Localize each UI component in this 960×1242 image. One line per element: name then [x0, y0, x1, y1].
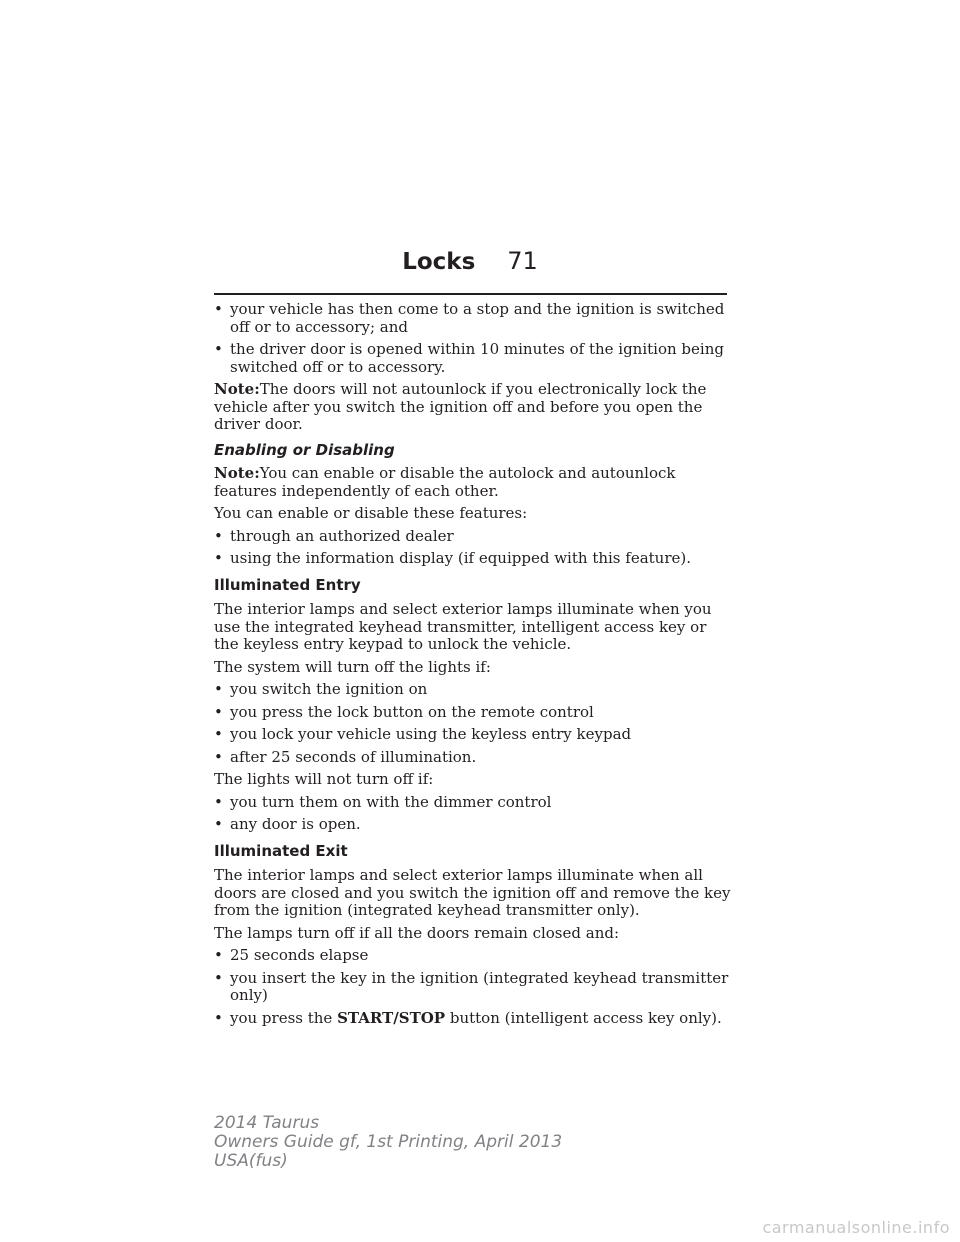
list-item: [214, 726, 734, 744]
list-item: [214, 681, 734, 699]
page-body: [214, 297, 734, 1032]
footer-market: [214, 1152, 562, 1171]
list-item: [214, 528, 734, 546]
paragraph: The lamps turn off if all the doors remain closed and:: [214, 923, 620, 942]
list-item-text: any door is open.: [230, 815, 361, 833]
note-text: The doors will not autounlock if you electronically lock the vehicle after you switch the ignition off and before you open the driver door.: [214, 380, 707, 433]
subheading-enabling: Enabling or Disabling: [214, 440, 395, 459]
bullet-icon: •: [214, 702, 223, 721]
note-paragraph: [214, 465, 734, 500]
list-item: [214, 301, 734, 336]
list-item-text: you lock your vehicle using the keyless entry keypad: [230, 725, 632, 743]
list-item: [214, 341, 734, 376]
heading-illuminated-exit: Illuminated Exit: [214, 841, 348, 860]
bullet-icon: •: [214, 815, 223, 833]
list-item-text: you press the lock button on the remote control: [230, 702, 594, 721]
list-item-text: 25 seconds elapse: [230, 946, 369, 964]
list-item: [214, 816, 734, 834]
list-item: [214, 1010, 734, 1028]
list-item: [214, 970, 734, 1005]
bullet-icon: •: [214, 946, 223, 964]
page-footer: [214, 1114, 562, 1171]
footer-market-main: USA: [214, 1151, 249, 1171]
list-item-text: the driver door is opened within 10 minutes of the ignition being switched off or to accessory.: [230, 340, 724, 376]
list-item-text: you switch the ignition on: [230, 680, 428, 698]
paragraph: The interior lamps and select exterior lamps illuminate when all doors are closed and you switch the ignition off and remove the key from the ignition (integrated keyhead transmitter only).: [214, 866, 731, 919]
bullet-icon: •: [214, 1008, 223, 1027]
note-paragraph: [214, 381, 734, 434]
list-item-text: after 25 seconds of illumination.: [230, 747, 477, 766]
list-item: [214, 794, 734, 812]
list-item-text: using the information display (if equipped with this feature).: [230, 549, 691, 567]
bullet-icon: •: [214, 725, 223, 743]
page-number: 71: [507, 247, 538, 275]
watermark: carmanualsonline.info: [762, 1218, 950, 1237]
bullet-icon: •: [214, 526, 223, 545]
paragraph: The lights will not turn off if:: [214, 770, 434, 788]
footer-model: 2014 Taurus: [214, 1113, 320, 1133]
header-rule: [214, 293, 727, 295]
bullet-icon: •: [214, 747, 223, 766]
bullet-icon: •: [214, 792, 223, 811]
paragraph: The interior lamps and select exterior lamps illuminate when you use the integrated keyhead transmitter, intelligent access key or the keyless entry keypad to unlock the vehicle.: [214, 600, 712, 653]
list-item: [214, 704, 734, 722]
list-item-text: through an authorized dealer: [230, 526, 454, 545]
list-item: [214, 749, 734, 767]
note-text: You can enable or disable the autolock and autounlock features independently of each other.: [214, 464, 676, 500]
list-item-text: your vehicle has then come to a stop and the ignition is switched off or to accessory; and: [230, 300, 725, 336]
list-item-text: you insert the key in the ignition (integrated keyhead transmitter only): [230, 968, 729, 1004]
bullet-icon: •: [214, 968, 223, 987]
paragraph: The system will turn off the lights if:: [214, 657, 491, 676]
paragraph: You can enable or disable these features:: [214, 504, 528, 522]
note-label: Note:: [214, 380, 260, 398]
section-title: Locks: [402, 249, 476, 275]
bullet-icon: •: [214, 549, 223, 567]
list-item: [214, 550, 734, 568]
start-stop-label: START/STOP: [337, 1008, 446, 1027]
bullet-icon: •: [214, 680, 223, 698]
bullet-icon: •: [214, 340, 223, 358]
note-label: Note:: [214, 464, 260, 482]
footer-market-suffix: (fus): [248, 1151, 288, 1171]
list-item: [214, 947, 734, 965]
list-item-text: you turn them on with the dimmer control: [230, 792, 552, 811]
bullet-icon: •: [214, 300, 223, 318]
list-item-text-pre: you press the: [230, 1008, 338, 1027]
heading-illuminated-entry: Illuminated Entry: [214, 575, 361, 594]
list-item-text-post: button (intelligent access key only).: [445, 1008, 722, 1027]
page-header: [214, 247, 726, 275]
footer-edition: Owners Guide gf, 1st Printing, April 2013: [214, 1132, 563, 1152]
